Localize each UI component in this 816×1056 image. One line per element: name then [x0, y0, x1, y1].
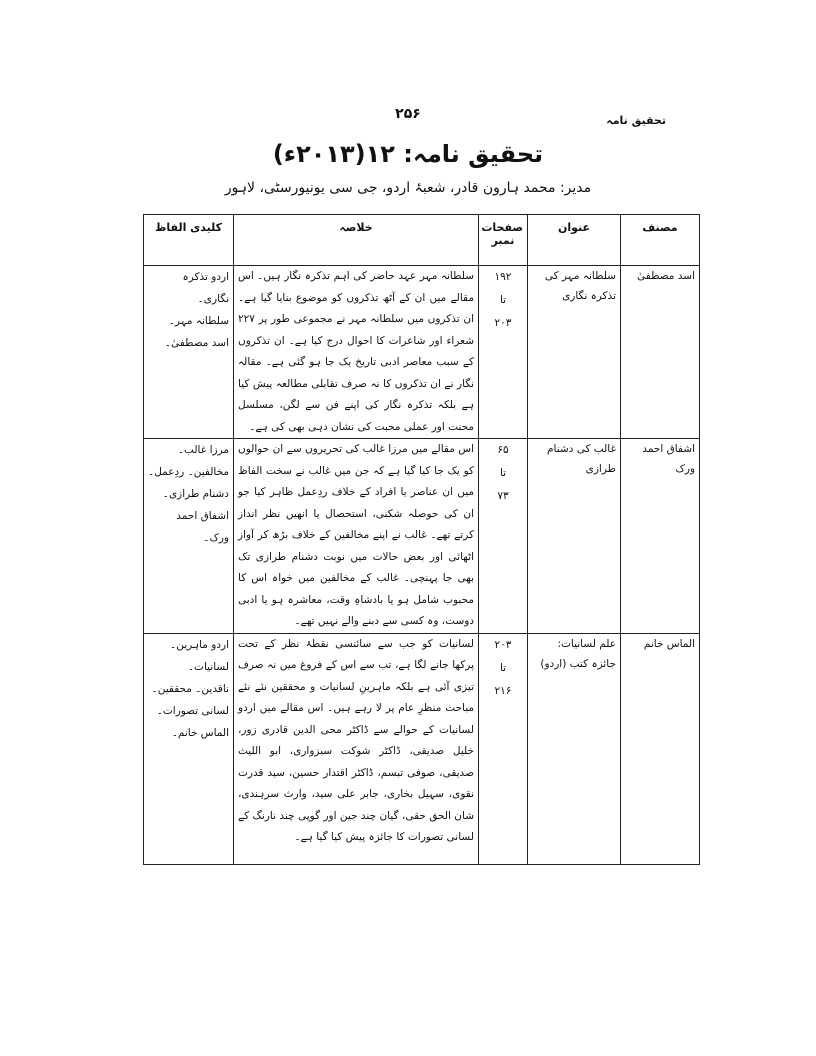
- table-header-row: [144, 215, 700, 266]
- page-end: ۲۰۳: [494, 317, 512, 329]
- page-range-sep: تا: [499, 467, 507, 479]
- cell-pages: [479, 633, 528, 864]
- page-range-sep: تا: [499, 661, 507, 674]
- header-author: مصنف: [621, 215, 700, 266]
- cell-summary: لسانیات کو جب سے سائنسی نقطۂ نظر کے تحت پرکھا جانے لگا ہے، تب سے اس کے فروغ میں نہ صرف تیزی آئی ہے بلکہ ماہرینِ لسانیات و محققین نئے نئے مباحث منظرِ عام پر لا رہے ہیں۔ اس مقالے میں اردو لسانیات کے حوالے سے ڈاکٹر محی الدین قادری زور، خلیل صدیقی، ڈاکٹر شوکت سبزواری، ابو اللیث صدیقی، صوفی تبسم، ڈاکٹر اقتدار حسین، سید قدرت نقوی، سہیل بخاری، جابر علی سید، وارث سرہندی، شان الحق حقی، گیان چند جین اور گوپی چند نارنگ کے لسانی تصورات کا جائزہ پیش کیا گیا ہے۔: [234, 633, 479, 864]
- page-range-sep: تا: [499, 294, 507, 306]
- keyword: سلطانہ مہر۔: [168, 315, 229, 327]
- page-end: ۲۱۶: [494, 684, 512, 697]
- cell-title: علم لسانیات: جائزہ کتب (اردو): [528, 633, 621, 864]
- keyword: لسانی تصورات۔: [156, 704, 229, 717]
- header-title: عنوان: [528, 215, 621, 266]
- table-row: [144, 439, 700, 634]
- keyword: اردو تذکرہ نگاری۔: [182, 271, 229, 305]
- keyword: اشفاق احمد ورک۔: [176, 510, 229, 544]
- article-index-table: [143, 214, 700, 865]
- cell-author: اسد مصطفیٰ: [621, 266, 700, 439]
- header-keywords: کلیدی الفاظ: [144, 215, 234, 266]
- editor-line: مدیر: محمد ہارون قادر، شعبۂ اردو، جی سی یونیورسٹی، لاہور: [224, 180, 592, 196]
- keyword: مخالفین۔ ردِعمل۔: [148, 466, 229, 478]
- header-summary: خلاصہ: [234, 215, 479, 266]
- keyword: اسد مصطفیٰ۔: [164, 337, 229, 349]
- table-row: [144, 266, 700, 439]
- cell-summary: سلطانہ مہر عہد حاضر کی اہم تذکرہ نگار ہیں۔ اس مقالے میں ان کے آٹھ تذکروں کو موضوع بنایا گیا ہے۔ ان تذکروں میں سلطانہ مہر نے مجموعی طور پر ۲۲۷ شعراء اور شاعرات کا احوال درج کیا ہے۔ ان تذکروں کے سبب معاصر ادبی تاریخ یک جا ہو گئی ہے۔ مقالہ نگار نے ان تذکروں کا نہ صرف تقابلی مطالعہ پیش کیا ہے بلکہ تذکرہ نگار کی اپنے فن سے لگن، مسلسل محنت اور عملی محبت کی نشان دہی بھی کی ہے۔: [234, 266, 479, 439]
- cell-keywords: [144, 633, 234, 864]
- cell-author: الماس خانم: [621, 633, 700, 864]
- header-pages: صفحات نمبر: [479, 215, 528, 266]
- keyword: اردو ماہرین۔: [170, 638, 229, 651]
- cell-title: غالب کی دشنام طرازی: [528, 439, 621, 634]
- table-row: [144, 633, 700, 864]
- page-start: ۶۵: [497, 444, 509, 456]
- keyword: مرزا غالب۔: [177, 444, 229, 456]
- page-number: ۲۵۶: [395, 106, 421, 122]
- running-head: [150, 106, 666, 132]
- keyword: دشنام طرازی۔: [162, 488, 229, 500]
- cell-title: سلطانہ مہر کی تذکرہ نگاری: [528, 266, 621, 439]
- cell-keywords: [144, 439, 234, 634]
- keyword: ناقدین۔ محققین۔: [151, 682, 229, 695]
- cell-pages: [479, 266, 528, 439]
- cell-pages: [479, 439, 528, 634]
- keyword: لسانیات۔: [187, 660, 229, 673]
- page-start: ۱۹۲: [494, 271, 512, 283]
- page-start: ۲۰۳: [494, 638, 512, 651]
- page-end: ۷۳: [497, 490, 509, 502]
- cell-summary: اس مقالے میں مرزا غالب کی تحریروں سے ان حوالوں کو یک جا کیا گیا ہے کہ جن میں غالب نے سخت الفاظ میں ان عناصر یا افراد کے خلاف ردِعمل ظاہر کیا جو ان کی حوصلہ شکنی، استحصال یا انھیں نظر انداز کرتے تھے۔ غالب نے اپنے مخالفین کے خلاف بڑھ کر آواز اٹھائی اور بعض حالات میں نوبت دشنام طرازی تک بھی جا پہنچی۔ غالب کے مخالفین میں خواہ اس کا محبوب شامل ہو یا بادشاہِ وقت، معاشرہ ہو یا ادبی دوست، وہ کسی سے دبنے والے نہیں تھے۔: [234, 439, 479, 634]
- running-head-journal: تحقیق نامہ: [606, 114, 666, 127]
- keyword: الماس خانم۔: [171, 726, 229, 739]
- cell-keywords: [144, 266, 234, 439]
- page-title: تحقیق نامہ: ۱۲(۲۰۱۳ء): [272, 140, 544, 168]
- cell-author: اشفاق احمد ورک: [621, 439, 700, 634]
